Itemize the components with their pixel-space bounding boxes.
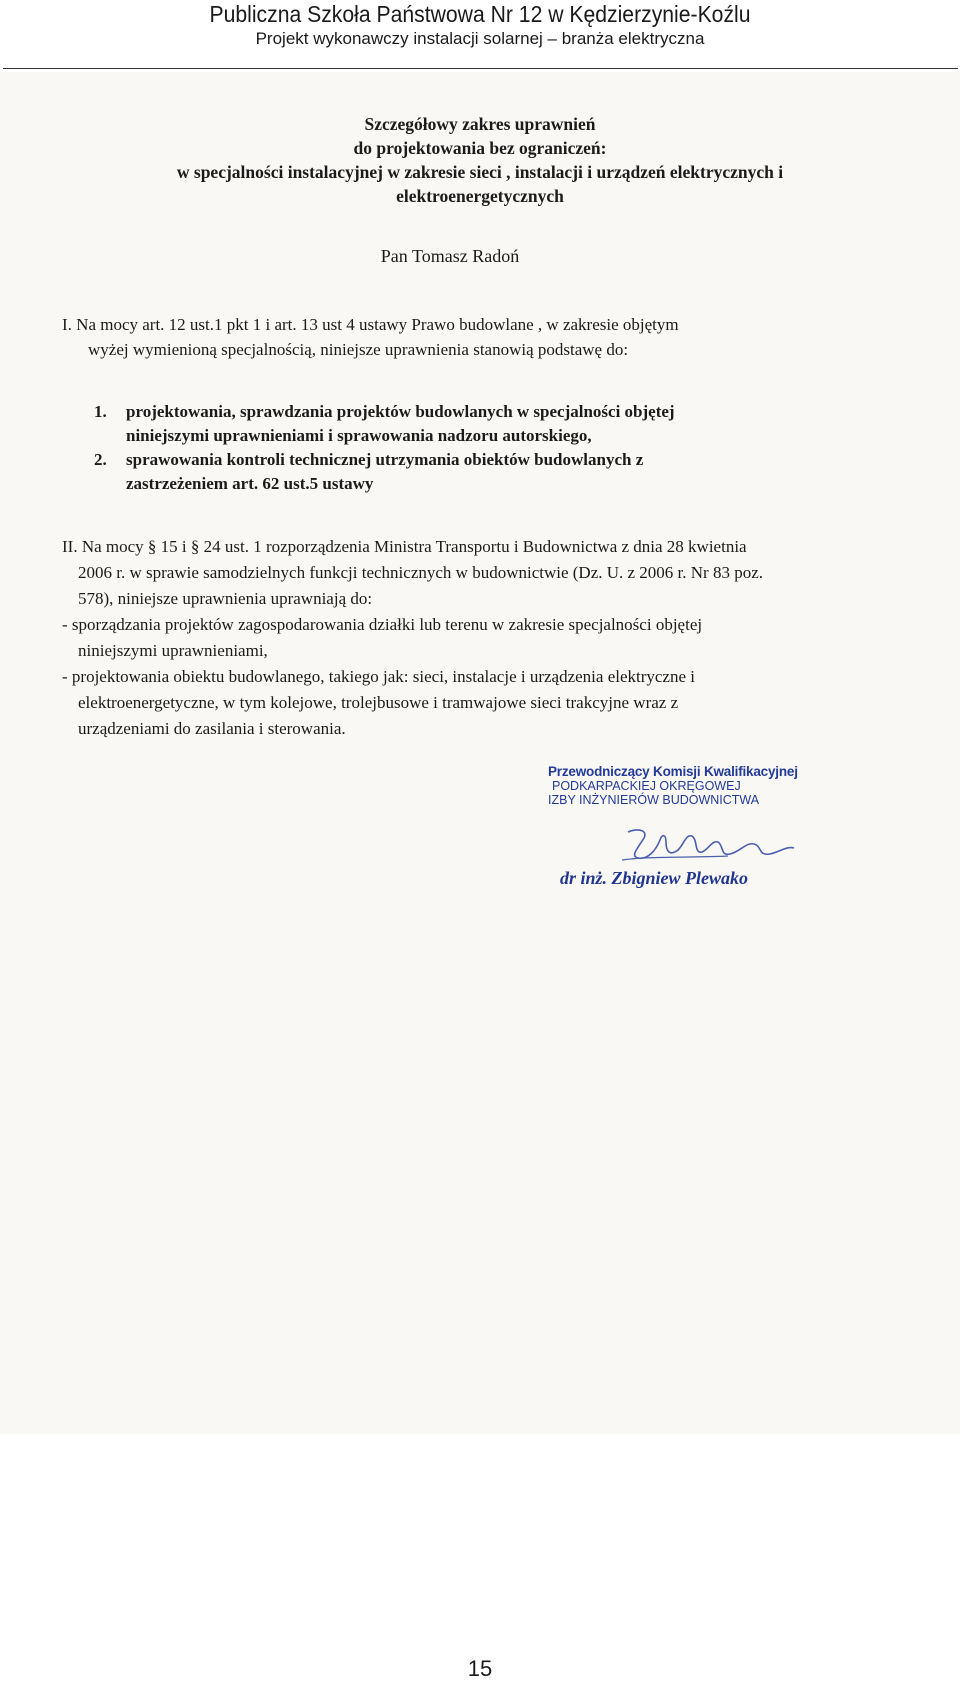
section2-line: II. Na mocy § 15 i § 24 ust. 1 rozporządzenia Ministra Transportu i Budownictwa z dnia 28 kwietnia xyxy=(62,537,747,556)
section2-line: 578), niniejsze uprawnienia uprawniają do: xyxy=(78,589,373,608)
header-title: Publiczna Szkoła Państwowa Nr 12 w Kędzierzynie-Koźlu xyxy=(209,1,751,27)
scanned-document xyxy=(0,72,960,1434)
stamp-line: IZBY INŻYNIERÓW BUDOWNICTWA xyxy=(548,793,760,807)
section1-line: wyżej wymienioną specjalnością, niniejsze uprawnienia stanowią podstawę do: xyxy=(88,340,629,359)
section2-line: - sporządzania projektów zagospodarowania działki lub terenu w zakresie specjalności objętej xyxy=(62,615,703,634)
stamp-line: PODKARPACKIEJ OKRĘGOWEJ xyxy=(552,779,741,793)
section2-line: - projektowania obiektu budowlanego, takiego jak: sieci, instalacje i urządzenia elektryczne i xyxy=(62,667,696,686)
section2-line: urządzeniami do zasilania i sterowania. xyxy=(78,719,346,738)
title-line: do projektowania bez ograniczeń: xyxy=(353,138,607,158)
header-subtitle: Projekt wykonawczy instalacji solarnej – branża elektryczna xyxy=(255,29,705,48)
list-item-line: projektowania, sprawdzania projektów budowlanych w specjalności objętej xyxy=(126,402,675,421)
official-stamp xyxy=(548,764,848,894)
section1-line: I. Na mocy art. 12 ust.1 pkt 1 i art. 13 ust 4 ustawy Prawo budowlane , w zakresie objętym xyxy=(62,315,679,334)
header-divider xyxy=(3,68,958,69)
section2-line: elektroenergetyczne, w tym kolejowe, trolejbusowe i tramwajowe sieci trakcyjne wraz z xyxy=(78,693,679,712)
title-line: elektroenergetycznych xyxy=(396,186,564,206)
list-item-line: sprawowania kontroli technicznej utrzymania obiektów budowlanych z xyxy=(126,450,644,469)
stamp-title: Przewodniczący Komisji Kwalifikacyjnej xyxy=(548,764,798,779)
handwritten-signature xyxy=(608,820,808,870)
list-item-line: zastrzeżeniem art. 62 ust.5 ustawy xyxy=(126,474,374,493)
page-header xyxy=(0,0,960,70)
page-number: 15 xyxy=(467,1656,493,1681)
section2-line: niniejszymi uprawnieniami, xyxy=(78,641,268,660)
list-number: 1. xyxy=(94,402,107,421)
signatory-name: dr inż. Zbigniew Plewako xyxy=(560,868,749,888)
title-line: w specjalności instalacyjnej w zakresie sieci , instalacji i urządzeń elektrycznych i xyxy=(176,162,784,182)
list-number: 2. xyxy=(94,450,107,469)
list-item-line: niniejszymi uprawnieniami i sprawowania nadzoru autorskiego, xyxy=(126,426,592,445)
person-name: Pan Tomasz Radoń xyxy=(380,246,520,266)
document-title xyxy=(60,112,900,208)
title-line: Szczegółowy zakres uprawnień xyxy=(364,114,596,134)
section2-line: 2006 r. w sprawie samodzielnych funkcji technicznych w budownictwie (Dz. U. z 2006 r. Nr 83 poz. xyxy=(78,563,764,582)
